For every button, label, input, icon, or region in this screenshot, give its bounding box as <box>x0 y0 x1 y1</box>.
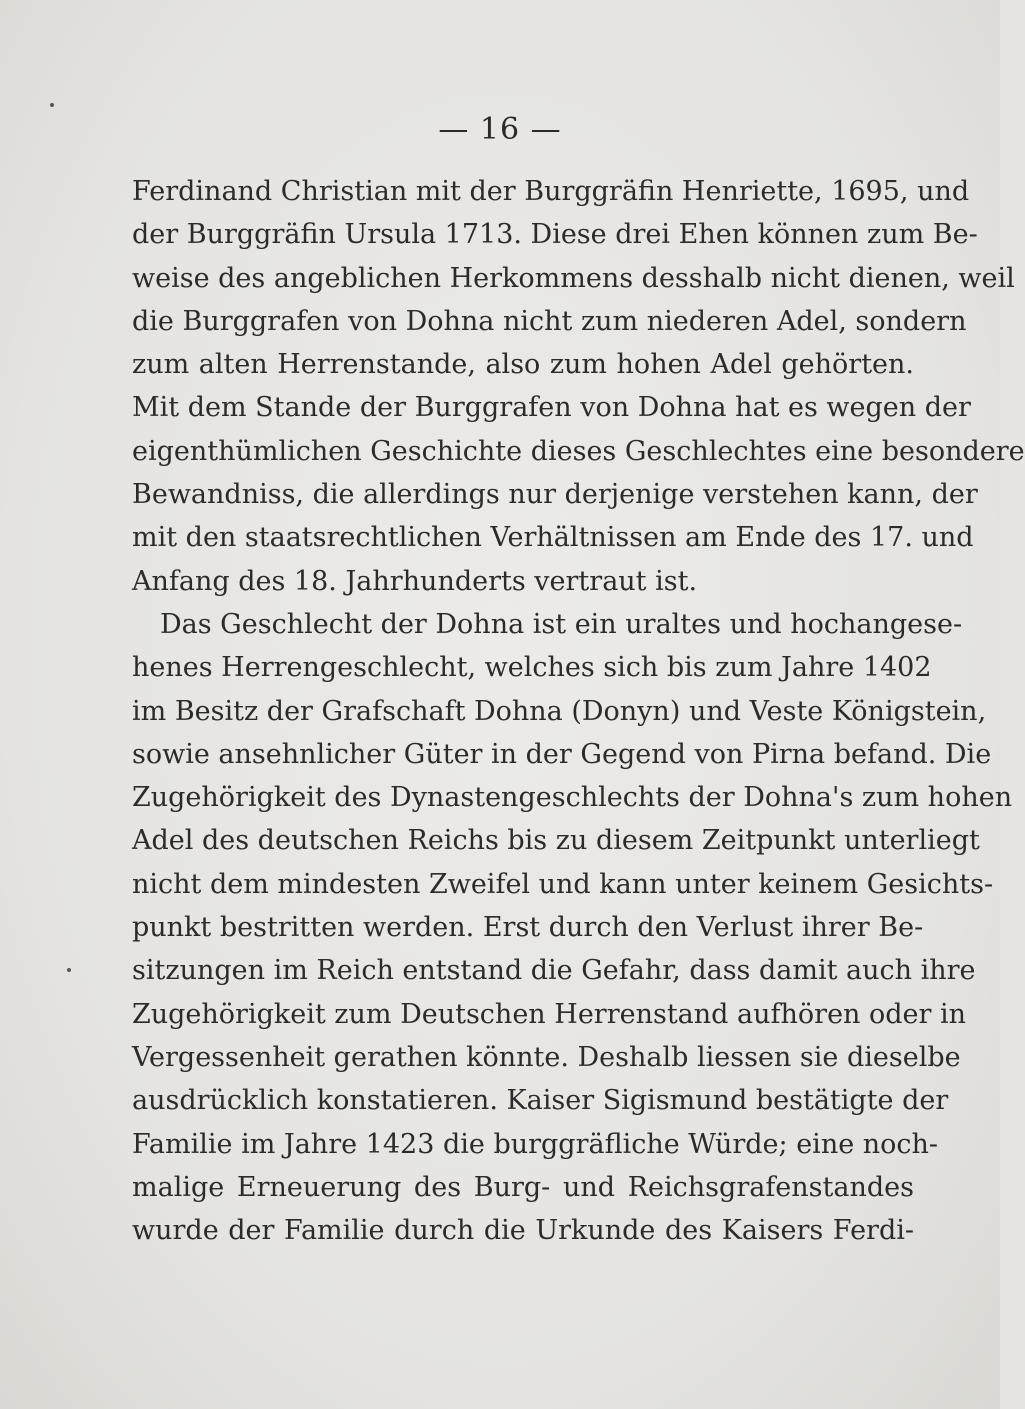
body-text <box>132 170 1025 1252</box>
text-line: Zugehörigkeit des Dynastengeschlechts der Dohna's zum hohen <box>132 782 1013 814</box>
text-line: punkt bestritten werden. Erst durch den Verlust ihrer Be- <box>132 912 924 944</box>
text-line: Das Geschlecht der Dohna ist ein uraltes und hochangese- <box>160 608 963 640</box>
text-line: sowie ansehnlicher Güter in der Gegend von Pirna befand. Die <box>132 738 992 770</box>
text-line: die Burggrafen von Dohna nicht zum niederen Adel, sondern <box>132 305 967 337</box>
text-line: henes Herrengeschlecht, welches sich bis zum Jahre 1402 <box>132 652 932 684</box>
text-line: malige Erneuerung des Burg- und Reichsgrafenstandes <box>132 1171 914 1203</box>
page-speck <box>50 103 54 107</box>
text-line: weise des angeblichen Herkommens desshalb nicht dienen, weil <box>132 262 1015 294</box>
text-line: mit den staatsrechtlichen Verhältnissen am Ende des 17. und <box>132 522 974 554</box>
paragraph <box>132 170 1025 603</box>
text-line: Ferdinand Christian mit der Burggräfin Henriette, 1695, und <box>132 176 970 207</box>
text-line: im Besitz der Grafschaft Dohna (Donyn) und Veste Königstein, <box>132 695 987 727</box>
paragraph <box>132 603 1013 1252</box>
text-line: wurde der Familie durch die Urkunde des Kaisers Ferdi- <box>132 1215 914 1247</box>
text-line: sitzungen im Reich entstand die Gefahr, dass damit auch ihre <box>132 955 976 987</box>
text-line: Familie im Jahre 1423 die burggräfliche Würde; eine noch- <box>132 1128 939 1160</box>
page-speck <box>67 968 71 972</box>
text-line: eigenthümlichen Geschichte dieses Geschlechtes eine besondere <box>132 435 1025 467</box>
page-number: — 16 — <box>438 112 562 147</box>
text-line: Bewandniss, die allerdings nur derjenige verstehen kann, der <box>132 479 978 511</box>
text-line: Vergessenheit gerathen könnte. Deshalb liessen sie dieselbe <box>132 1041 961 1073</box>
text-line: Adel des deutschen Reichs bis zu diesem Zeitpunkt unterliegt <box>132 825 980 857</box>
text-line: zum alten Herrenstande, also zum hohen Adel gehörten. <box>132 349 914 381</box>
text-line: nicht dem mindesten Zweifel und kann unter keinem Gesichts- <box>132 868 994 900</box>
text-line: der Burggräfin Ursula 1713. Diese drei Ehen können zum Be- <box>132 219 978 251</box>
text-line: Mit dem Stande der Burggrafen von Dohna hat es wegen der <box>132 392 971 424</box>
text-line: ausdrücklich konstatieren. Kaiser Sigismund bestätigte der <box>132 1085 949 1117</box>
text-line: Zugehörigkeit zum Deutschen Herrenstand aufhören oder in <box>132 998 967 1030</box>
text-line: Anfang des 18. Jahrhunderts vertraut ist. <box>132 565 698 597</box>
